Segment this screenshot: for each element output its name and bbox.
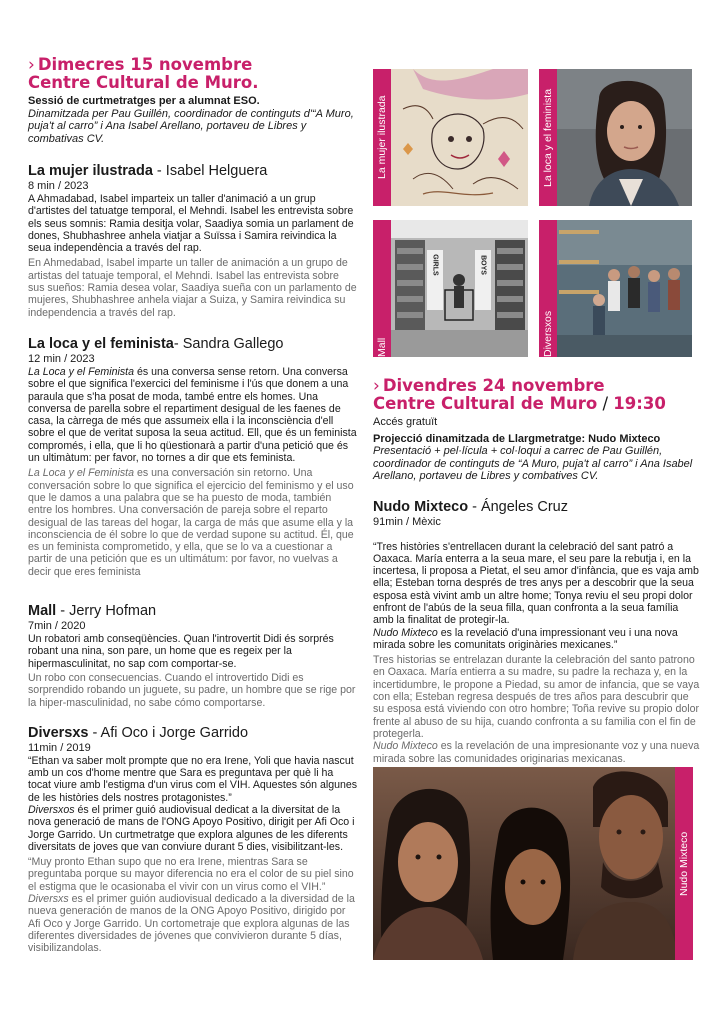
film-diversxs xyxy=(28,725,358,955)
film-meta: 12 min / 2023 xyxy=(28,352,95,365)
mall-image xyxy=(373,220,528,357)
film-synopsis-ca-2: es la revelació d'una impressionant veu i una nova mirada sobre les comunitats originàries mexicanes.” xyxy=(373,626,678,651)
film-title: La mujer ilustrada xyxy=(28,163,153,179)
photo-caption: Mall xyxy=(376,337,388,357)
film-synopsis-es: Tres historias se entrelazan durante la celebración del santo patrono en Oaxaca. María entierra a su madre, su padre la rechaza y, en la incertidumbre, le propone a Piedad, su amor de infancia, que se vaya con ella; Esteban regresa después de tres años para descubrir que su esposa está viviendo con otro hombre; Toña revive su propio dolor frente al abuso de su hija, cuando confronta a su familia con el fin de protegerla. xyxy=(373,654,700,740)
left-column xyxy=(28,56,358,955)
film-synopsis-es: En Ahmedabad, Isabel imparte un taller de animación a un grupo de artistas del tatuaje temporal, el Mehndi. Isabel las entrevista sobre sus sueños: Ramia desea volar, Saadiya sueña con un parlamento de mujeres, Shubhashree anhela viajar a Suiza, y Samira reivindica su independencia a través del rap. xyxy=(28,257,357,319)
film-nudo-mixteco xyxy=(373,499,701,765)
photo-mall xyxy=(373,220,528,357)
event2-time: 19:30 xyxy=(613,394,666,413)
film-title-inline: Nudo Mixteco xyxy=(373,626,438,639)
event2-byline: Presentació + pel·lícula + col·loqui a carrec de Pau Guillén, coordinador de continguts de “A Muro, puja't al carro” i Ana Isabel Arellano, portaveu de Libres y combatives CV. xyxy=(373,445,693,482)
event2-subtitle: Projecció dinamitzada de Llargmetratge: Nudo Mixteco xyxy=(373,432,661,445)
event1-title: Dimecres 15 novembre xyxy=(37,55,253,74)
mall-sign-girls: GIRLS xyxy=(431,254,439,276)
group-image xyxy=(539,220,692,357)
chevron-right-icon: › xyxy=(373,376,380,396)
film-title: La loca y el feminista xyxy=(28,335,174,352)
film-synopsis-ca: Un robatori amb conseqüències. Quan l'introvertit Didi és sorprés robant una nina, son pare, un home que es regeix per la hipermasculinitat, no sap com comportar-se. xyxy=(28,633,334,670)
film-synopsis-es-2: es la revelación de una impresionante voz y una nueva mirada sobre las comunidades originarias mexicanas. xyxy=(373,740,700,765)
mall-sign-boys: BOYS xyxy=(479,255,487,275)
film-director: - Jerry Hofman xyxy=(56,603,157,620)
film-director: - Sandra Gallego xyxy=(173,335,284,352)
event1-subtitle: Sessió de curtmetratges per a alumnat ESO. xyxy=(28,95,260,107)
photo-caption: La mujer ilustrada xyxy=(376,95,388,180)
film-synopsis-es: es el primer guión audiovisual dedicado a la diversidad de la nueva generación de manos de la ONG Apoyo Positivo, dirigido por Afi Oco y Jorge Garrido. Un cortometraje que explora algunas de las diferentes diversidades de jóvenes que convivieron durante 5 días, visibilizandolas. xyxy=(28,893,355,955)
photo-nudo-mixteco xyxy=(373,767,693,960)
film-synopsis-es: es una conversación sin retorno. Una conversación sobre lo que significa el ejercicio del feminismo y el uso que le damos a una palabra que se ha puesto de moda, también entre los hombres. Una conversación de pareja sobre el reparto desigual de las tareas del hogar, la carga de más que asume ella y la inconsciencia de él sobre lo que de verdad supone su actitud. Él, que es un feminista comprometido, y ella, que se lo va a cuestionar a partir de una petición que es un ultimátum: por favor, no vuelvas a decir que eres feminista xyxy=(28,467,354,578)
film-title-inline: Diversxs xyxy=(28,893,69,906)
illustration-image xyxy=(373,69,528,206)
chevron-right-icon: › xyxy=(28,55,35,75)
film-mall xyxy=(28,603,358,709)
film-meta: 8 min / 2023 xyxy=(28,180,89,192)
film-synopsis-ca: és una conversa sense retorn. Una conversa sobre el que significa l'exercici del feminisme i l'ús que donem a una paraula que s'ha posat de moda, també entre els homes. Una conversa de parella sobre el repartiment desigual de les faenes de casa, la càrrega de més que assumeix ella i la inconsciència d'ell sobre el que de veritat suposa la seua actitud. Ell, que és un feminista compromés, i ella, que li ho qüestionarà a partir d'una petició que és un ultimàtum: per favor, no tornes a dir que ets feminista. xyxy=(28,365,357,465)
film-title-inline: La Loca y el Feminista xyxy=(28,467,134,480)
film-title-inline: La Loca y el Feminista xyxy=(28,365,134,378)
film-la-mujer-ilustrada xyxy=(28,163,358,319)
event2-separator: / xyxy=(597,394,614,413)
photo-caption: La loca y el feminista xyxy=(542,88,554,187)
film-synopsis-es: Un robo con consecuencias. Cuando el introvertido Didi es sorprendido robando un juguete, su padre, un hombre que se rige por la hiper-masculinidad, no sabe cómo comportarse. xyxy=(28,671,356,709)
photo-diversxos xyxy=(539,220,692,357)
film-quote-ca: “Ethan va saber molt prompte que no era Irene, Yoli que havia nascut amb un cos d'home mentre que Sara es preguntava per què li ha tocat viure amb l'estigma d'un virus com el VIH. Aquestes són algunes de les històries dels nostres protagonistes.” xyxy=(28,754,358,804)
film-quote-es: “Muy pronto Ethan supo que no era Irene, mientras Sara se preguntaba porque su mayor diferencia no era el color de su piel sino el estigma que le ocasionaba el vivir con un virus como el VIH.” xyxy=(28,856,354,893)
film-director: - Ángeles Cruz xyxy=(468,498,568,515)
film-title: Diversxs xyxy=(28,724,89,741)
portrait-image xyxy=(539,69,692,206)
film-title-inline: Nudo Mixteco xyxy=(373,740,438,753)
event2-header xyxy=(373,377,701,483)
photo-caption: Diversxos xyxy=(542,310,554,357)
film-director: - Afi Oco i Jorge Garrido xyxy=(88,724,249,741)
photo-la-mujer-ilustrada xyxy=(373,69,528,206)
film-title: Nudo Mixteco xyxy=(373,498,469,515)
event2-title: Divendres 24 novembre xyxy=(382,376,605,395)
event1-venue: Centre Cultural de Muro. xyxy=(28,73,259,92)
film-title-inline: Diversxos xyxy=(28,803,75,816)
film-synopsis-ca: és el primer guió audiovisual dedicat a la diversitat de la nova generació de mans de l'ONG Apoyo Positivo, dirigit per Afi Oco i Jorge Garrido. Un curtmetratge que explora algunes de les diferents diversitats de joves que van conviure durant 5 dies, visibilitzant-les. xyxy=(28,803,355,853)
film-title: Mall xyxy=(28,603,57,620)
event2-venue: Centre Cultural de Muro xyxy=(373,394,598,413)
event1-header xyxy=(28,56,358,145)
event2-access: Accés gratuït xyxy=(373,416,438,428)
film-meta: 91min / Mèxic xyxy=(373,515,441,528)
right-column xyxy=(373,377,701,765)
photo-caption: Nudo Mixteco xyxy=(678,831,690,896)
film-still-image xyxy=(373,767,693,960)
film-la-loca-y-el-feminista xyxy=(28,336,358,578)
film-synopsis-ca: A Ahmadabad, Isabel imparteix un taller d'animació a un grup d'artistes del tatuatge temporal, el Mehndi. Isabel les entrevista sobre els seus somnis: Ramia desitja volar, Saadiya somia un parlament de dones, Shubhashree anhela viatjar a Suïssa i Samira reivindica la seua independència a través del rap. xyxy=(28,193,354,255)
photo-la-loca-y-el-feminista xyxy=(539,69,692,206)
event1-byline: Dinamitzada per Pau Guillén, coordinador de continguts d'“A Muro, puja't al carro” i Ana Isabel Arellano, portaveu de Libres y combativas CV. xyxy=(28,107,354,145)
film-meta: 11min / 2019 xyxy=(28,741,91,754)
film-synopsis-ca: “Tres històries s'entrellacen durant la celebració del sant patró a Oaxaca. María enterra a la seua mare, el seu pare la rebutja i, en la incertesa, li proposa a Pietat, el seu amor d'infància, que es vaja amb ella; Esteban torna després de tres anys per a descobrir que la seua esposa està vivint amb un altre home; Tonya reviu el seu propi dolor enfront de l'abús de la seua filla, quan confronta a la seua família amb la finalitat de protegir-la. xyxy=(373,540,699,627)
film-director: - Isabel Helguera xyxy=(152,163,268,179)
film-meta: 7min / 2020 xyxy=(28,620,86,633)
